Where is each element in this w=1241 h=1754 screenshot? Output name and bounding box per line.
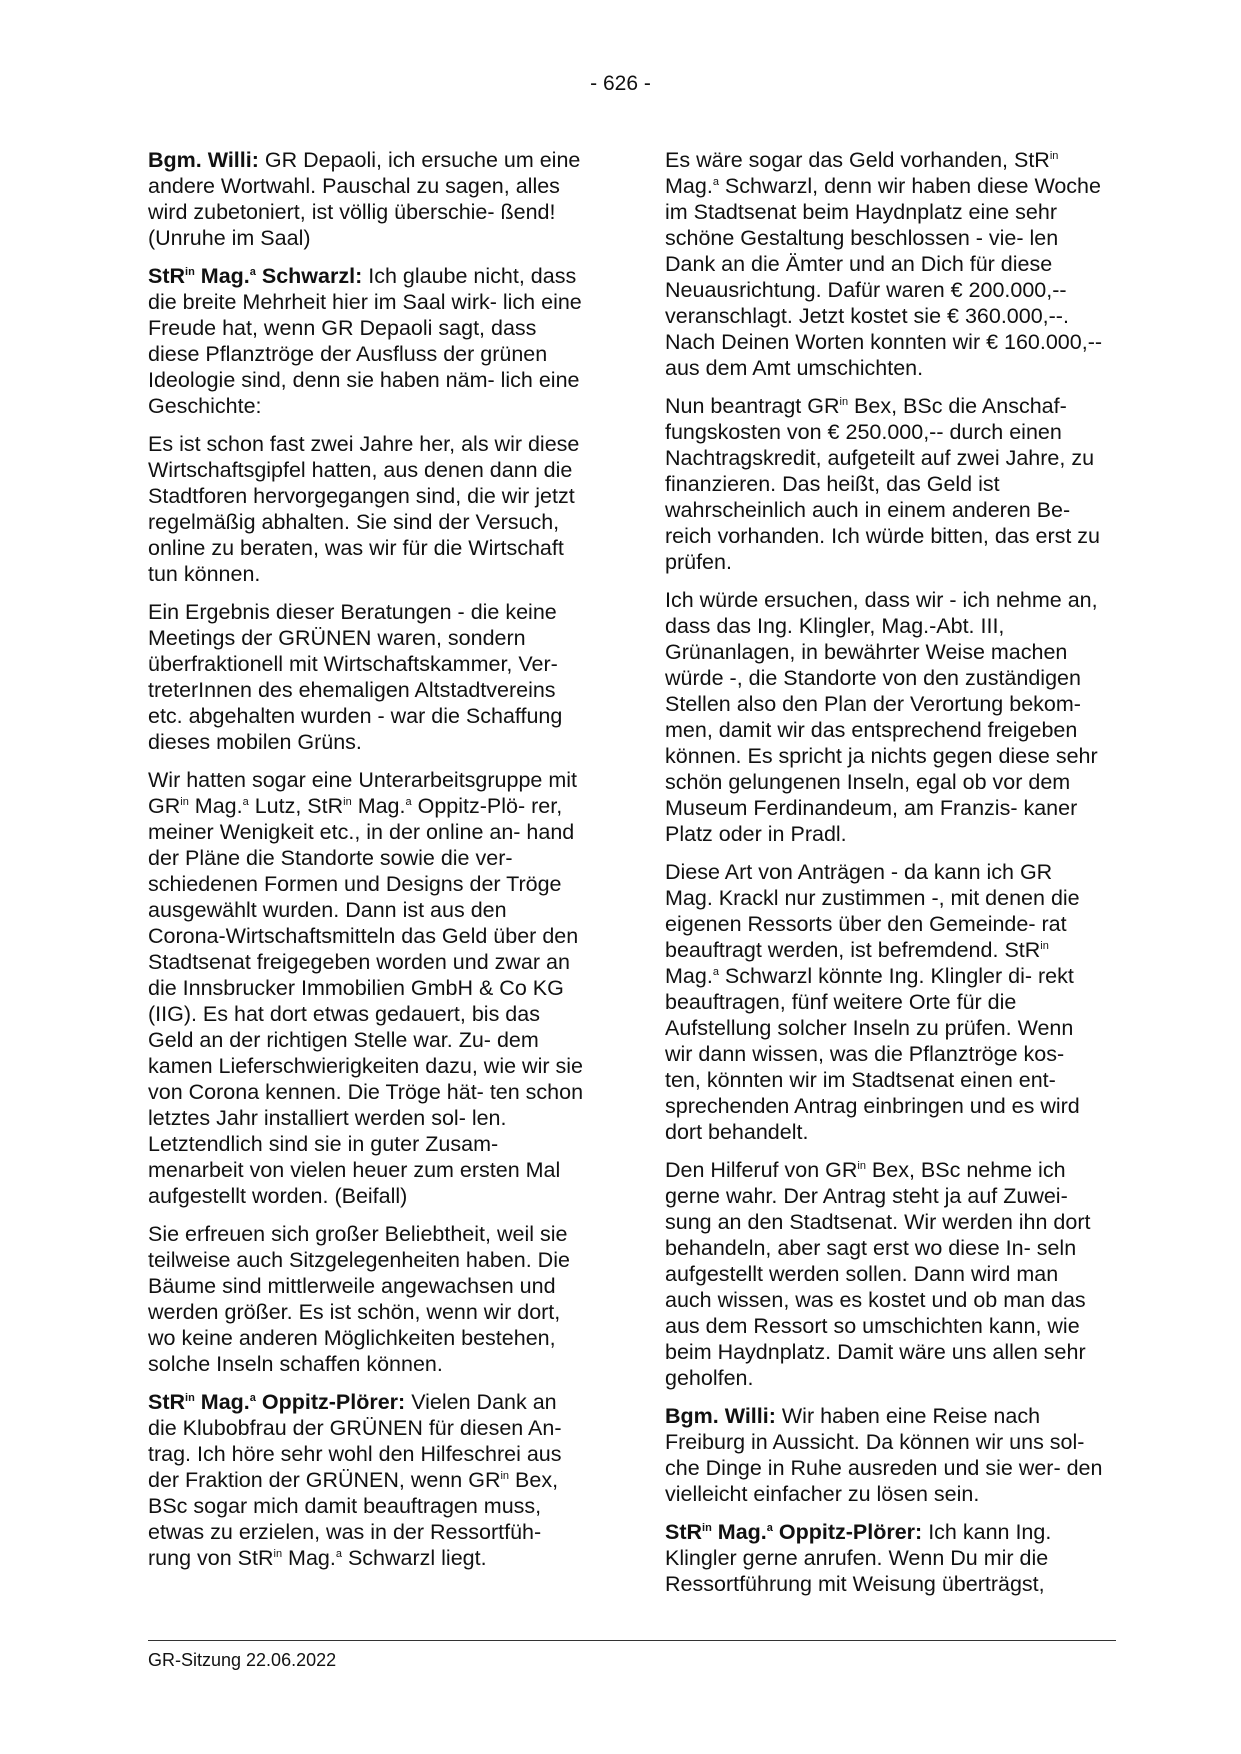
paragraph-text: Ein Ergebnis dieser Beratungen - die keine Meetings der GRÜNEN waren, sondern überfraktionell mit Wirtschaftskammer, Ver- treterInnen des ehemaligen Altstadtvereins etc. abgehalten wurden - war die Schaffung dieses mobilen Grüns. — [148, 600, 563, 754]
left-paragraph — [148, 263, 588, 419]
paragraph-text: Sie erfreuen sich großer Beliebtheit, weil sie teilweise auch Sitzgelegenheiten haben. Die Bäume sind mittlerweile angewachsen und werden größer. Es ist schön, wenn wir dort, wo keine anderen Möglichkeiten bestehen, solche Inseln schaffen können. — [148, 1222, 570, 1376]
left-paragraph — [148, 599, 588, 755]
left-column — [148, 147, 588, 1583]
paragraph-text: Es wäre sogar das Geld vorhanden, StR$^{in}$ Mag.$^a$ Schwarzl, denn wir haben diese Woche im Stadtsenat beim Haydnplatz eine sehr schöne Gestaltung beschlossen - vie- len Dank an die Ämter und an Dich für diese Neuausrichtung. Dafür waren € 200.000,-- veranschlagt. Jetzt kostet sie € 360.000,--. Nach Deinen Worten konnten wir € 160.000,-- aus dem Amt umschichten. — [665, 148, 1103, 380]
paragraph-text: Wir hatten sogar eine Unterarbeitsgruppe mit $GR^{in}$ Mag.$^a$ Lutz, StR$^{in}$ Mag.$^a$ Oppitz-Plö- rer, meiner Wenigkeit etc., in der online an- hand der Pläne die Standorte sowie die ver- schiedenen Formen und Designs der Tröge ausgewählt wurden. Dann ist aus den Corona-Wirtschaftsmitteln das Geld über den Stadtsenat freigegeben worden und zwar an die Innsbrucker Immobilien GmbH & Co KG (IIG). Es hat dort etwas gedauert, bis das Geld an der richtigen Stelle war. Zu- dem kamen Lieferschwierigkeiten dazu, wie wir sie von Corona kennen. Die Tröge hät- ten schon letztes Jahr installiert werden sol- len. Letztendlich sind sie in guter Zusam- menarbeit von vielen heuer zum ersten Mal aufgestellt worden. (Beifall) — [148, 768, 584, 1208]
speaker-name: StR$^{in}$ Mag.$^a$ Oppitz-Plörer: — [665, 1520, 923, 1544]
paragraph-text: Diese Art von Anträgen - da kann ich GR Mag. Krackl nur zustimmen -, mit denen die eigenen Ressorts über den Gemeinde- rat beauftragt werden, ist befremdend. StR$^{in}$ Mag.$^a$ Schwarzl könnte Ing. Klingler di- rekt beauftragen, fünf weitere Orte für die Aufstellung solcher Inseln zu prüfen. Wenn wir dann wissen, was die Pflanztröge kos- ten, könnten wir im Stadtsenat einen ent- sprechenden Antrag einbringen und es wird dort behandelt. — [665, 860, 1080, 1144]
footer-divider — [148, 1640, 1116, 1641]
right-column — [665, 147, 1105, 1609]
paragraph-text: Ich würde ersuchen, dass wir - ich nehme an, dass das Ing. Klingler, Mag.-Abt. III, Grünanlagen, in bewährter Weise machen würde -, die Standorte von den zuständigen Stellen also den Plan der Verortung bekom- men, damit wir das entsprechend freigeben können. Es spricht ja nichts gegen diese sehr schön gelungenen Inseln, egal ob vor dem Museum Ferdinandeum, am Franzis- kaner Platz oder in Pradl. — [665, 588, 1098, 846]
right-paragraph — [665, 393, 1105, 575]
speaker-name: Bgm. Willi: — [665, 1404, 776, 1428]
left-paragraph — [148, 147, 588, 251]
right-paragraph — [665, 147, 1105, 381]
speaker-name: StR$^{in}$ Mag.$^a$ Oppitz-Plörer: — [148, 1390, 406, 1414]
left-paragraph — [148, 767, 588, 1209]
left-paragraph — [148, 1389, 588, 1571]
paragraph-text: Ich kann Ing. Klingler gerne anrufen. Wenn Du mir die Ressortführung mit Weisung überträgst, — [665, 1520, 1052, 1596]
right-paragraph — [665, 1157, 1105, 1391]
paragraph-text: GR Depaoli, ich ersuche um eine andere Wortwahl. Pauschal zu sagen, alles wird zubetoniert, ist völlig überschie- ßend! (Unruhe im Saal) — [148, 148, 581, 250]
paragraph-text: Wir haben eine Reise nach Freiburg in Aussicht. Da können wir uns sol- che Dinge in Ruhe ausreden und sie wer- den vielleicht einfacher zu lösen sein. — [665, 1404, 1103, 1506]
left-paragraph — [148, 1221, 588, 1377]
paragraph-text: Vielen Dank an die Klubobfrau der GRÜNEN für diesen An- trag. Ich höre sehr wohl den Hilfeschrei aus der Fraktion der GRÜNEN, wenn $GR^{in}$ Bex, BSc sogar mich damit beauftragen muss, etwas zu erzielen, was in der Ressortfüh- rung von StR$^{in}$ Mag.$^a$ Schwarzl liegt. — [148, 1390, 562, 1570]
left-paragraph — [148, 431, 588, 587]
page-number: - 626 - — [590, 72, 651, 95]
right-paragraph — [665, 1519, 1105, 1597]
paragraph-text: Ich glaube nicht, dass die breite Mehrheit hier im Saal wirk- lich eine Freude hat, wenn GR Depaoli sagt, dass diese Pflanztröge der Ausfluss der grünen Ideologie sind, denn sie haben näm- lich eine Geschichte: — [148, 264, 582, 418]
right-paragraph — [665, 1403, 1105, 1507]
footer-session-date: GR-Sitzung 22.06.2022 — [148, 1650, 337, 1670]
speaker-name: Bgm. Willi: — [148, 148, 259, 172]
paragraph-text: Nun beantragt $GR^{in}$ Bex, BSc die Anschaf- fungskosten von € 250.000,-- durch einen Nachtragskredit, aufgeteilt auf zwei Jahre, zu finanzieren. Das heißt, das Geld ist wahrscheinlich auch in einem anderen Be- reich vorhanden. Ich würde bitten, das erst zu prüfen. — [665, 394, 1101, 574]
speaker-name: StR$^{in}$ Mag.$^a$ Schwarzl: — [148, 264, 363, 288]
right-paragraph — [665, 859, 1105, 1145]
paragraph-text: Den Hilferuf von $GR^{in}$ Bex, BSc nehme ich gerne wahr. Der Antrag steht ja auf Zuwei- sung an den Stadtsenat. Wir werden ihn dort behandeln, aber sagt erst wo diese In- seln aufgestellt werden sollen. Dann wird man auch wissen, was es kostet und ob man das aus dem Ressort so umschichten kann, wie beim Haydnplatz. Damit wäre uns allen sehr geholfen. — [665, 1158, 1091, 1390]
paragraph-text: Es ist schon fast zwei Jahre her, als wir diese Wirtschaftsgipfel hatten, aus denen dann die Stadtforen hervorgegangen sind, die wir jetzt regelmäßig abhalten. Sie sind der Versuch, online zu beraten, was wir für die Wirtschaft tun können. — [148, 432, 580, 586]
right-paragraph — [665, 587, 1105, 847]
